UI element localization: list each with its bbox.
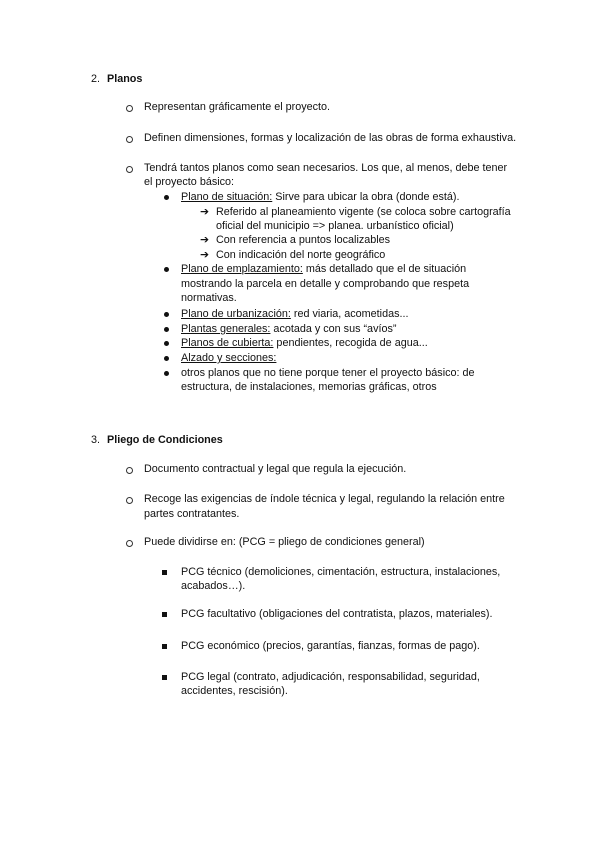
list-item <box>181 322 396 336</box>
square-bullet-icon <box>162 644 167 649</box>
list-item <box>181 307 408 321</box>
bullet-icon <box>164 195 169 200</box>
list-item-text: estructura, de instalaciones, memorias gráficas, otros <box>181 381 437 393</box>
section-number: 2. <box>91 73 101 85</box>
arrow-icon: ➔ <box>200 206 210 218</box>
sub-item: Referido al planeamiento vigente (se coloca sobre cartografía <box>216 206 511 218</box>
section-title: Pliego de Condiciones <box>107 434 223 446</box>
list-item: otros planos que no tiene porque tener el proyecto básico: de <box>181 367 475 379</box>
list-item <box>181 262 466 276</box>
square-bullet-icon <box>162 675 167 680</box>
arrow-icon: ➔ <box>200 249 210 261</box>
list-item: PCG técnico (demoliciones, cimentación, estructura, instalaciones, <box>181 566 501 578</box>
square-bullet-icon <box>162 612 167 617</box>
sub-item: oficial del municipio => planea. urbanístico oficial) <box>216 220 454 232</box>
paragraph: el proyecto básico: <box>144 176 235 188</box>
paragraph: Puede dividirse en: (PCG = pliego de condiciones general) <box>144 536 425 548</box>
circle-bullet-icon <box>126 467 133 474</box>
paragraph: Tendrá tantos planos como sean necesarios. Los que, al menos, debe tener <box>144 162 508 174</box>
list-item: Alzado y secciones: <box>181 352 277 364</box>
arrow-icon: ➔ <box>200 234 210 246</box>
list-item: PCG facultativo (obligaciones del contratista, plazos, materiales). <box>181 608 493 620</box>
list-item-text: mostrando la parcela en detalle y comprobando que respeta <box>181 278 470 290</box>
list-item: PCG legal (contrato, adjudicación, responsabilidad, seguridad, <box>181 671 480 683</box>
circle-bullet-icon <box>126 136 133 143</box>
item-text: acotada y con sus “avíos” <box>270 323 397 335</box>
bullet-icon <box>164 327 169 332</box>
bullet-icon <box>164 341 169 346</box>
item-label: Plano de situación: <box>181 191 273 203</box>
paragraph: Documento contractual y legal que regula la ejecución. <box>144 463 407 475</box>
circle-bullet-icon <box>126 166 133 173</box>
section-title: Planos <box>107 73 143 85</box>
circle-bullet-icon <box>126 105 133 112</box>
list-item: PCG económico (precios, garantías, fianzas, formas de pago). <box>181 640 480 652</box>
item-text: más detallado que el de situación <box>302 263 467 275</box>
sub-item: Con referencia a puntos localizables <box>216 234 391 246</box>
list-item <box>181 336 428 350</box>
item-label: Plano de emplazamiento: <box>181 263 303 275</box>
bullet-icon <box>164 267 169 272</box>
item-text: pendientes, recogida de agua... <box>273 337 428 349</box>
item-label: Planos de cubierta: <box>181 337 274 349</box>
list-item-text: normativas. <box>181 292 237 304</box>
item-text: red viaria, acometidas... <box>290 308 409 320</box>
item-text: Sirve para ubicar la obra (donde está). <box>272 191 460 203</box>
bullet-icon <box>164 312 169 317</box>
paragraph: Representan gráficamente el proyecto. <box>144 101 331 113</box>
item-label: Plantas generales: <box>181 323 271 335</box>
square-bullet-icon <box>162 570 167 575</box>
paragraph: partes contratantes. <box>144 508 240 520</box>
bullet-icon <box>164 371 169 376</box>
circle-bullet-icon <box>126 540 133 547</box>
list-item-text: accidentes, rescisión). <box>181 685 288 697</box>
paragraph: Definen dimensiones, formas y localización de las obras de forma exhaustiva. <box>144 132 517 144</box>
list-item-text: acabados…). <box>181 580 246 592</box>
item-label: Plano de urbanización: <box>181 308 291 320</box>
sub-item: Con indicación del norte geográfico <box>216 249 386 261</box>
section-number: 3. <box>91 434 101 446</box>
circle-bullet-icon <box>126 497 133 504</box>
bullet-icon <box>164 356 169 361</box>
list-item <box>181 190 460 204</box>
paragraph: Recoge las exigencias de índole técnica y legal, regulando la relación entre <box>144 493 505 505</box>
